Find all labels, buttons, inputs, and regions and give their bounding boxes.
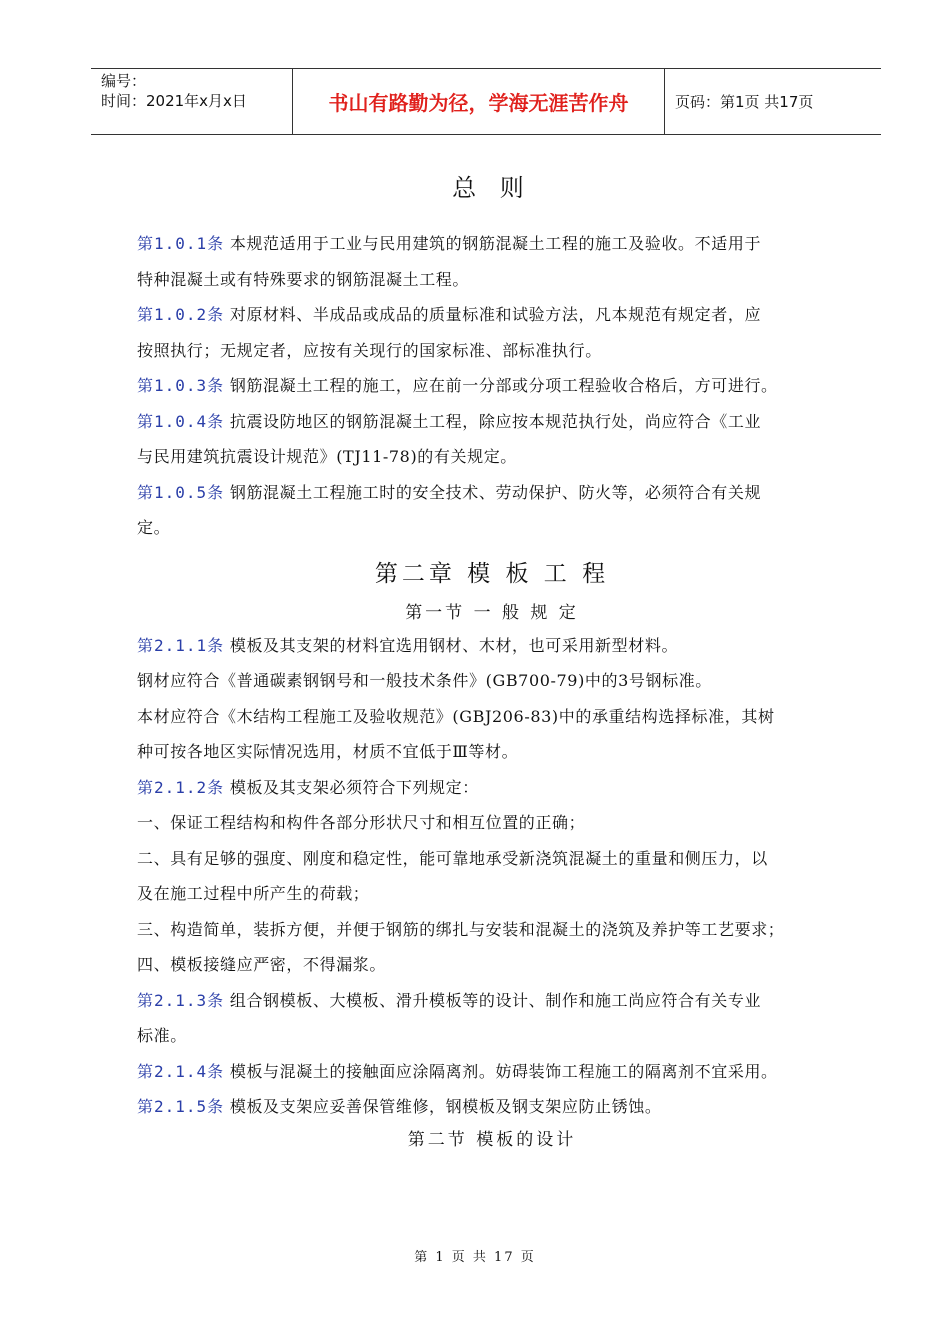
chapter-heading: 第二章 模 板 工 程: [374, 560, 610, 587]
time-label: 时间：2021年x月x日: [101, 92, 247, 110]
article-1-0-3: 第1.0.3条 钢筋混凝土工程的施工，应在前一分部或分项工程验收合格后，方可进行。: [137, 376, 778, 395]
article-2-1-5: 第2.1.5条 模板及支架应妥善保管维修，钢模板及钢支架应防止锈蚀。: [137, 1097, 662, 1116]
doc-title: 总 则: [452, 174, 532, 202]
general-articles: [137, 226, 847, 546]
list-item: 一、保证工程结构和构件各部分形状尺寸和相互位置的正确；: [137, 813, 586, 832]
header-table: [91, 68, 881, 135]
page-footer: 第 1 页 共 17 页: [414, 1250, 536, 1265]
list-item: 及在施工过程中所产生的荷载；: [137, 884, 370, 903]
article-2-1-3: 第2.1.3条 组合钢模板、大模板、滑升模板等的设计、制作和施工尚应符合有关专业: [137, 990, 762, 1010]
steel-standard: 钢材应符合《普通碳素钢钢号和一般技术条件》(GB700-79)中的3号钢标准。: [137, 671, 712, 690]
section-heading-2: 第二节 模板的设计: [407, 1129, 577, 1150]
article-1-0-4-cont: 与民用建筑抗震设计规范》(TJ11-78)的有关规定。: [137, 447, 517, 466]
article-2-1-4: 第2.1.4条 模板与混凝土的接触面应涂隔离剂。妨碍装饰工程施工的隔离剂不宜采用。: [137, 1061, 778, 1081]
article-1-0-5-cont: 定。: [137, 518, 171, 537]
article-1-0-2: 第1.0.2条 对原材料、半成品或成品的质量标准和试验方法，凡本规范有规定者，应: [137, 305, 762, 324]
page-info: 页码：第1页 共17页: [675, 93, 814, 111]
section-heading-1: 第一节 一 般 规 定: [405, 602, 579, 623]
article-2-1-3-cont: 标准。: [137, 1026, 187, 1045]
document-body: [137, 170, 847, 1155]
wood-standard-cont: 种可按各地区实际情况选用，材质不宜低于Ⅲ等材。: [137, 742, 519, 761]
serial-label: 编号：: [101, 72, 147, 90]
wood-standard: 本材应符合《木结构工程施工及验收规范》(GBJ206-83)中的承重结构选择标准，其树: [137, 706, 775, 726]
section-1-articles: [137, 628, 847, 1125]
article-1-0-1: 第1.0.1条 本规范适用于工业与民用建筑的钢筋混凝土工程的施工及验收。不适用于: [137, 234, 762, 253]
article-2-1-1: 第2.1.1条 模板及其支架的材料宜选用钢材、木材，也可采用新型材料。: [137, 635, 679, 655]
article-2-1-2: 第2.1.2条 模板及其支架必须符合下列规定：: [137, 777, 479, 797]
motto: 书山有路勤为径，学海无涯苦作舟: [292, 69, 665, 134]
list-item: 四、模板接缝应严密，不得漏浆。: [137, 955, 387, 974]
header-left-cell: [91, 69, 292, 134]
article-1-0-4: 第1.0.4条 抗震设防地区的钢筋混凝土工程，除应按本规范执行处，尚应符合《工业: [137, 411, 762, 431]
list-item: 三、构造简单，装拆方便，并便于钢筋的绑扎与安装和混凝土的浇筑及养护等工艺要求；: [137, 919, 785, 939]
article-1-0-5: 第1.0.5条 钢筋混凝土工程施工时的安全技术、劳动保护、防火等，必须符合有关规: [137, 482, 762, 502]
article-1-0-1-cont: 特种混凝土或有特殊要求的钢筋混凝土工程。: [137, 269, 470, 289]
article-1-0-2-cont: 按照执行；无规定者，应按有关现行的国家标准、部标准执行。: [137, 340, 602, 360]
list-item: 二、具有足够的强度、刚度和稳定性，能可靠地承受新浇筑混凝土的重量和侧压力，以: [137, 848, 768, 868]
